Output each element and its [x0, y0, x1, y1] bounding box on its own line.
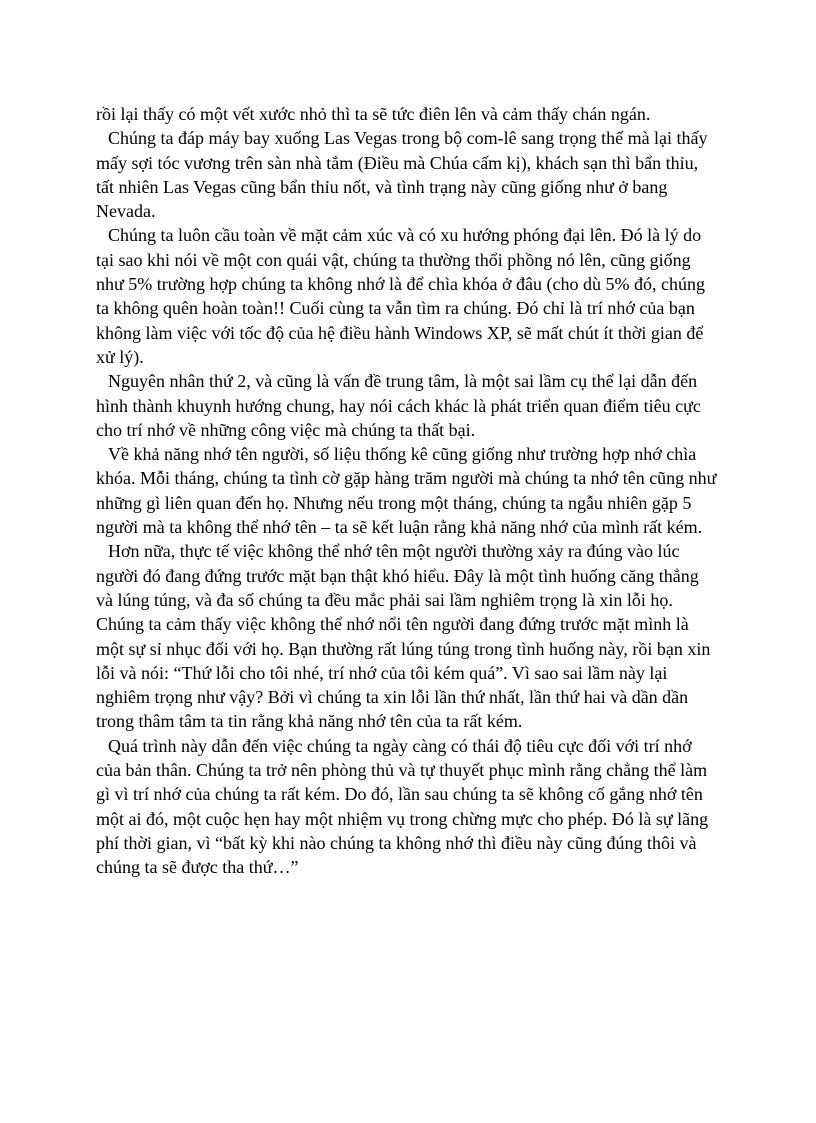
paragraph: Quá trình này dẫn đến việc chúng ta ngày càng có thái độ tiêu cực đối với trí nhớ của bản thân. Chúng ta trở nên phòng thủ và tự thuyết phục mình rằng chẳng thể làm gì vì trí nhớ của chúng ta rất kém. Do đó, lần sau chúng ta sẽ không cố gắng nhớ tên một ai đó, một cuộc hẹn hay một nhiệm vụ trong chừng mực cho phép. Đó là sự lãng phí thời gian, vì “bất kỳ khi nào chúng ta không nhớ thì điều này cũng đúng thôi và chúng ta sẽ được tha thứ…”: [96, 735, 709, 878]
paragraph: Chúng ta luôn cầu toàn về mặt cảm xúc và có xu hướng phóng đại lên. Đó là lý do tại sao khi nói về một con quái vật, chúng ta thường thổi phồng nó lên, cũng giống như 5% trường hợp chúng ta không nhớ là để chìa khóa ở đâu (cho dù 5% đó, chúng ta không quên hoàn toàn!! Cuối cùng ta vẫn tìm ra chúng. Đó chỉ là trí nhớ của bạn không làm việc với tốc độ của hệ điều hành Windows XP, sẽ mất chút ít thời gian để xử lý).: [96, 225, 705, 367]
paragraph: Hơn nữa, thực tế việc không thể nhớ tên một người thường xảy ra đúng vào lúc người đó đang đứng trước mặt bạn thật khó hiểu. Đây là một tình huống căng thẳng và lúng túng, và đa số chúng ta đều mắc phải sai lầm nghiêm trọng là xin lỗi họ. Chúng ta cảm thấy việc không thể nhớ nổi tên người đang đứng trước mặt mình là một sự sỉ nhục đối với họ. Bạn thường rất lúng túng trong tình huống này, rồi bạn xin lỗi và nói: “Thứ lỗi cho tôi nhé, trí nhớ của tôi kém quá”. Vì sao sai lầm này lại nghiêm trọng như vậy? Bởi vì chúng ta xin lỗi lần thứ nhất, lần thứ hai và dần dần trong thâm tâm ta tin rằng khả năng nhớ tên của ta rất kém.: [96, 541, 711, 732]
paragraph: Nguyên nhân thứ 2, và cũng là vấn đề trung tâm, là một sai lầm cụ thể lại dẫn đến hình thành khuynh hướng chung, hay nói cách khác là phát triển quan điểm tiêu cực cho trí nhớ về những công việc mà chúng ta thất bại.: [96, 371, 701, 440]
paragraph: Về khả năng nhớ tên người, số liệu thống kê cũng giống như trường hợp nhớ chìa khóa. Mỗi tháng, chúng ta tình cờ gặp hàng trăm người mà chúng ta nhớ tên cũng như những gì liên quan đến họ. Nhưng nếu trong một tháng, chúng ta ngẫu nhiên gặp 5 người mà ta không thể nhớ tên – ta sẽ kết luận rằng khả năng nhớ của mình rất kém.: [96, 444, 717, 538]
body-text: [96, 102, 720, 880]
paragraph-continuation: rồi lại thấy có một vết xước nhỏ thì ta sẽ tức điên lên và cảm thấy chán ngán.: [96, 104, 651, 124]
paragraph: Chúng ta đáp máy bay xuống Las Vegas trong bộ com-lê sang trọng thế mà lại thấy mấy sợi tóc vương trên sàn nhà tắm (Điều mà Chúa cấm kị), khách sạn thì bẩn thỉu, tất nhiên Las Vegas cũng bẩn thỉu nốt, và tình trạng này cũng giống như ở bang Nevada.: [96, 128, 708, 222]
